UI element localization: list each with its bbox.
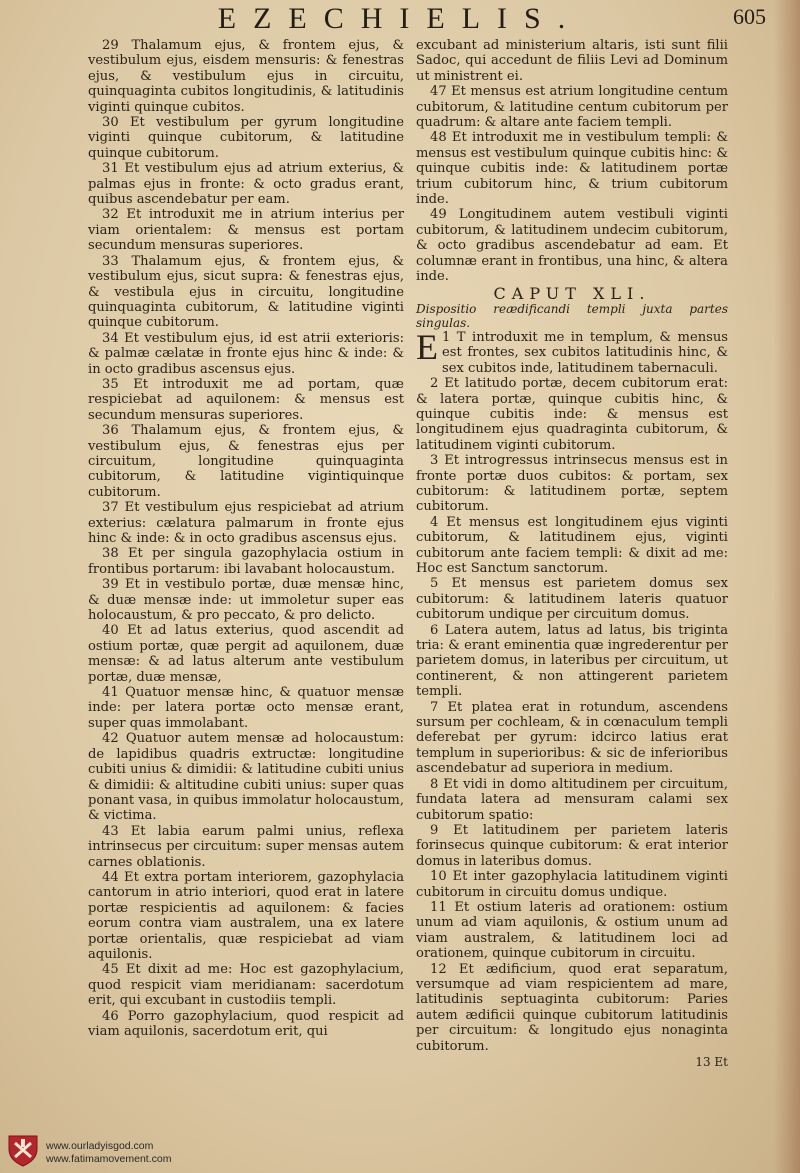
verse-41-1-text: 1 T introduxit me in templum, & mensus est frontes, sex cubitos latitudinis hinc, & sex cubitos inde, latitudinem tabernaculi.: [442, 329, 728, 376]
verse-40-36: 36 Thalamum ejus, & frontem ejus, & vestibulum ejus, & fenestras ejus per circuitum, longitudine quinquaginta cubitorum, & latitudine vigintiquinque cubitorum.: [88, 423, 404, 500]
verse-41-4: 4 Et mensus est longitudinem ejus viginti cubitorum, & latitudinem ejus, viginti cubitorum ante faciem templi: & dixit ad me: Hoc est Sanctum sanctorum.: [416, 514, 728, 576]
chapter-summary: Dispositio reædificandi templi juxta partes singulas.: [416, 301, 728, 330]
verse-40-40: 40 Et ad latus exterius, quod ascendit ad ostium portæ, quæ pergit ad aquilonem, duæ mensæ: & ad latus alterum ante vestibulum portæ, duæ mensæ,: [88, 623, 404, 685]
verse-40-43: 43 Et labia earum palmi unius, reflexa intrinsecus per circuitum: super mensas autem carnes oblationis.: [88, 823, 404, 870]
verse-41-9: 9 Et latitudinem per parietem lateris forinsecus quinque cubitorum: & erat interior domus in lateribus domus.: [416, 822, 728, 869]
verse-40-46-continued: excubant ad ministerium altaris, isti sunt filii Sadoc, qui accedunt de filiis Levi ad Dominum ut ministrent ei.: [416, 38, 728, 84]
verse-40-37: 37 Et vestibulum ejus respiciebat ad atrium exterius: cælatura palmarum in fronte ejus hinc & inde: & in octo gradibus ascensus ejus.: [88, 500, 404, 546]
right-column: [416, 38, 728, 1070]
verse-41-7: 7 Et platea erat in rotundum, ascendens sursum per cochleam, & in cœnaculum templi deferebat per gyrum: idcirco latius erat templum in superioribus: & sic de inferioribus ascendebatur ad superiora in medium.: [416, 699, 728, 777]
footer-url-ourladyisgod[interactable]: www.ourladyisgod.com: [46, 1140, 154, 1152]
verse-41-3: 3 Et introgressus intrinsecus mensus est in fronte portæ duos cubitos: & portam, sex cubitorum: & latitudinem portæ, septem cubitorum.: [416, 453, 728, 515]
watermark-footer: [0, 1129, 340, 1173]
verse-40-49: 49 Longitudinem autem vestibuli viginti cubitorum, & latitudinem undecim cubitorum, & octo gradibus ascendebatur ad eam. Et columnæ erant in frontibus, una hinc, & altera inde.: [416, 207, 728, 285]
catchword: 13 Et: [695, 1055, 728, 1069]
chapter-heading: CAPUT XLI.: [493, 283, 651, 303]
page-number: 605: [733, 4, 766, 29]
verse-40-38: 38 Et per singula gazophylacia ostium in frontibus portarum: ibi lavabant holocaustum.: [88, 546, 404, 577]
left-column: [88, 38, 404, 1039]
verse-41-11: 11 Et ostium lateris ad orationem: ostium unum ad viam aquilonis, & ostium unum ad viam australem, & latitudinem loci ad orationem, quinque cubitorum in circuitu.: [416, 899, 728, 962]
verse-40-47: 47 Et mensus est atrium longitudine centum cubitorum, & latitudine centum cubitorum per quadrum: & altare ante faciem templi.: [416, 84, 728, 131]
verse-41-12: 12 Et ædificium, quod erat separatum, versumque ad viam respicientem ad mare, latitudinis septuaginta cubitorum: Paries autem ædificii quinque cubitorum latitudinis per circuitum: & longitudo ejus nonaginta cubitorum.: [416, 961, 728, 1054]
footer-links: [46, 1140, 171, 1166]
verse-40-45: 45 Et dixit ad me: Hoc est gazophylacium, quod respicit viam meridianam: sacerdotum erit, qui excubant in custodiis templi.: [88, 962, 404, 1009]
verse-40-29: 29 Thalamum ejus, & frontem ejus, & vestibulum ejus, eisdem mensuris: & fenestras ejus, & vestibulum ejus in circuitu, quinquaginta cubitos longitudinis, & latitudinis viginti quinque cubitos.: [88, 38, 404, 115]
coat-of-arms-icon: [6, 1133, 40, 1167]
verse-41-6: 6 Latera autem, latus ad latus, bis triginta tria: & erant eminentia quæ ingrederentur per parietem domus, in lateribus per circuitum, ut continerent, & non attingerent parietem templi.: [416, 622, 728, 700]
verse-40-39: 39 Et in vestibulo portæ, duæ mensæ hinc, & duæ mensæ inde: ut immoletur super eas holocaustum, & pro peccato, & pro delicto.: [88, 577, 404, 624]
verse-40-31: 31 Et vestibulum ejus ad atrium exterius, & palmas ejus in fronte: & octo gradus erant, quibus ascendebatur per eam.: [88, 161, 404, 208]
page-header: [0, 2, 800, 42]
verse-40-33: 33 Thalamum ejus, & frontem ejus, & vestibulum ejus, sicut supra: & fenestras ejus, & vestibula ejus in circuitu, longitudine quinquaginta cubitorum, & latitudine viginti quinque cubitorum.: [88, 253, 404, 331]
verse-40-34: 34 Et vestibulum ejus, id est atrii exterioris: & palmæ cælatæ in fronte ejus hinc & inde: & in octo gradibus ascensus ejus.: [88, 330, 404, 377]
running-title: EZECHIELIS.: [217, 2, 583, 35]
verse-41-8: 8 Et vidi in domo altitudinem per circuitum, fundata latera ad mensuram calami sex cubitorum spatio:: [416, 776, 728, 823]
verse-40-42: 42 Quatuor autem mensæ ad holocaustum: de lapidibus quadris extructæ: longitudine cubiti unius & dimidii: & latitudine cubiti unius & dimidii: & altitudine cubiti unius: super quas ponant vasa, in quibus immolatur holocaustum, & victima.: [88, 731, 404, 824]
verse-40-41: 41 Quatuor mensæ hinc, & quatuor mensæ inde: per latera portæ octo mensæ erant, super quas immolabant.: [88, 685, 404, 731]
verse-40-32: 32 Et introduxit me in atrium interius per viam orientalem: & mensus est portam secundum mensuras superiores.: [88, 207, 404, 254]
verse-41-5: 5 Et mensus est parietem domus sex cubitorum: & latitudinem lateris quatuor cubitorum undique per circuitum domus.: [416, 576, 728, 623]
verse-41-1: [416, 326, 728, 376]
verse-41-10: 10 Et inter gazophylacia latitudinem viginti cubitorum in circuitu domus undique.: [416, 869, 728, 900]
footer-url-fatimamovement[interactable]: www.fatimamovement.com: [46, 1153, 172, 1165]
verse-40-30: 30 Et vestibulum per gyrum longitudine viginti quinque cubitorum, & latitudine quinque cubitorum.: [88, 115, 404, 161]
drop-cap-initial: E: [416, 326, 438, 367]
verse-40-48: 48 Et introduxit me in vestibulum templi: & mensus est vestibulum quinque cubitis hinc: & quinque cubitis inde: & latitudinem portæ trium cubitorum hinc, & trium cubitorum inde.: [416, 130, 728, 208]
verse-40-46: 46 Porro gazophylacium, quod respicit ad viam aquilonis, sacerdotum erit, qui: [88, 1008, 404, 1039]
verse-40-35: 35 Et introduxit me ad portam, quæ respiciebat ad aquilonem: & mensus est secundum mensuras superiores.: [88, 376, 404, 423]
verse-40-44: 44 Et extra portam interiorem, gazophylacia cantorum in atrio interiori, quod erat in latere portæ respicientis ad aquilonem: & facies eorum contra viam australem, una ex latere portæ orientalis, quæ respiciebat ad viam aquilonis.: [88, 869, 404, 962]
verse-41-2: 2 Et latitudo portæ, decem cubitorum erat: & latera portæ, quinque cubitis hinc, & quinque cubitis inde: & mensus est longitudinem ejus quadraginta cubitorum, & latitudinem viginti cubitorum.: [416, 376, 728, 453]
